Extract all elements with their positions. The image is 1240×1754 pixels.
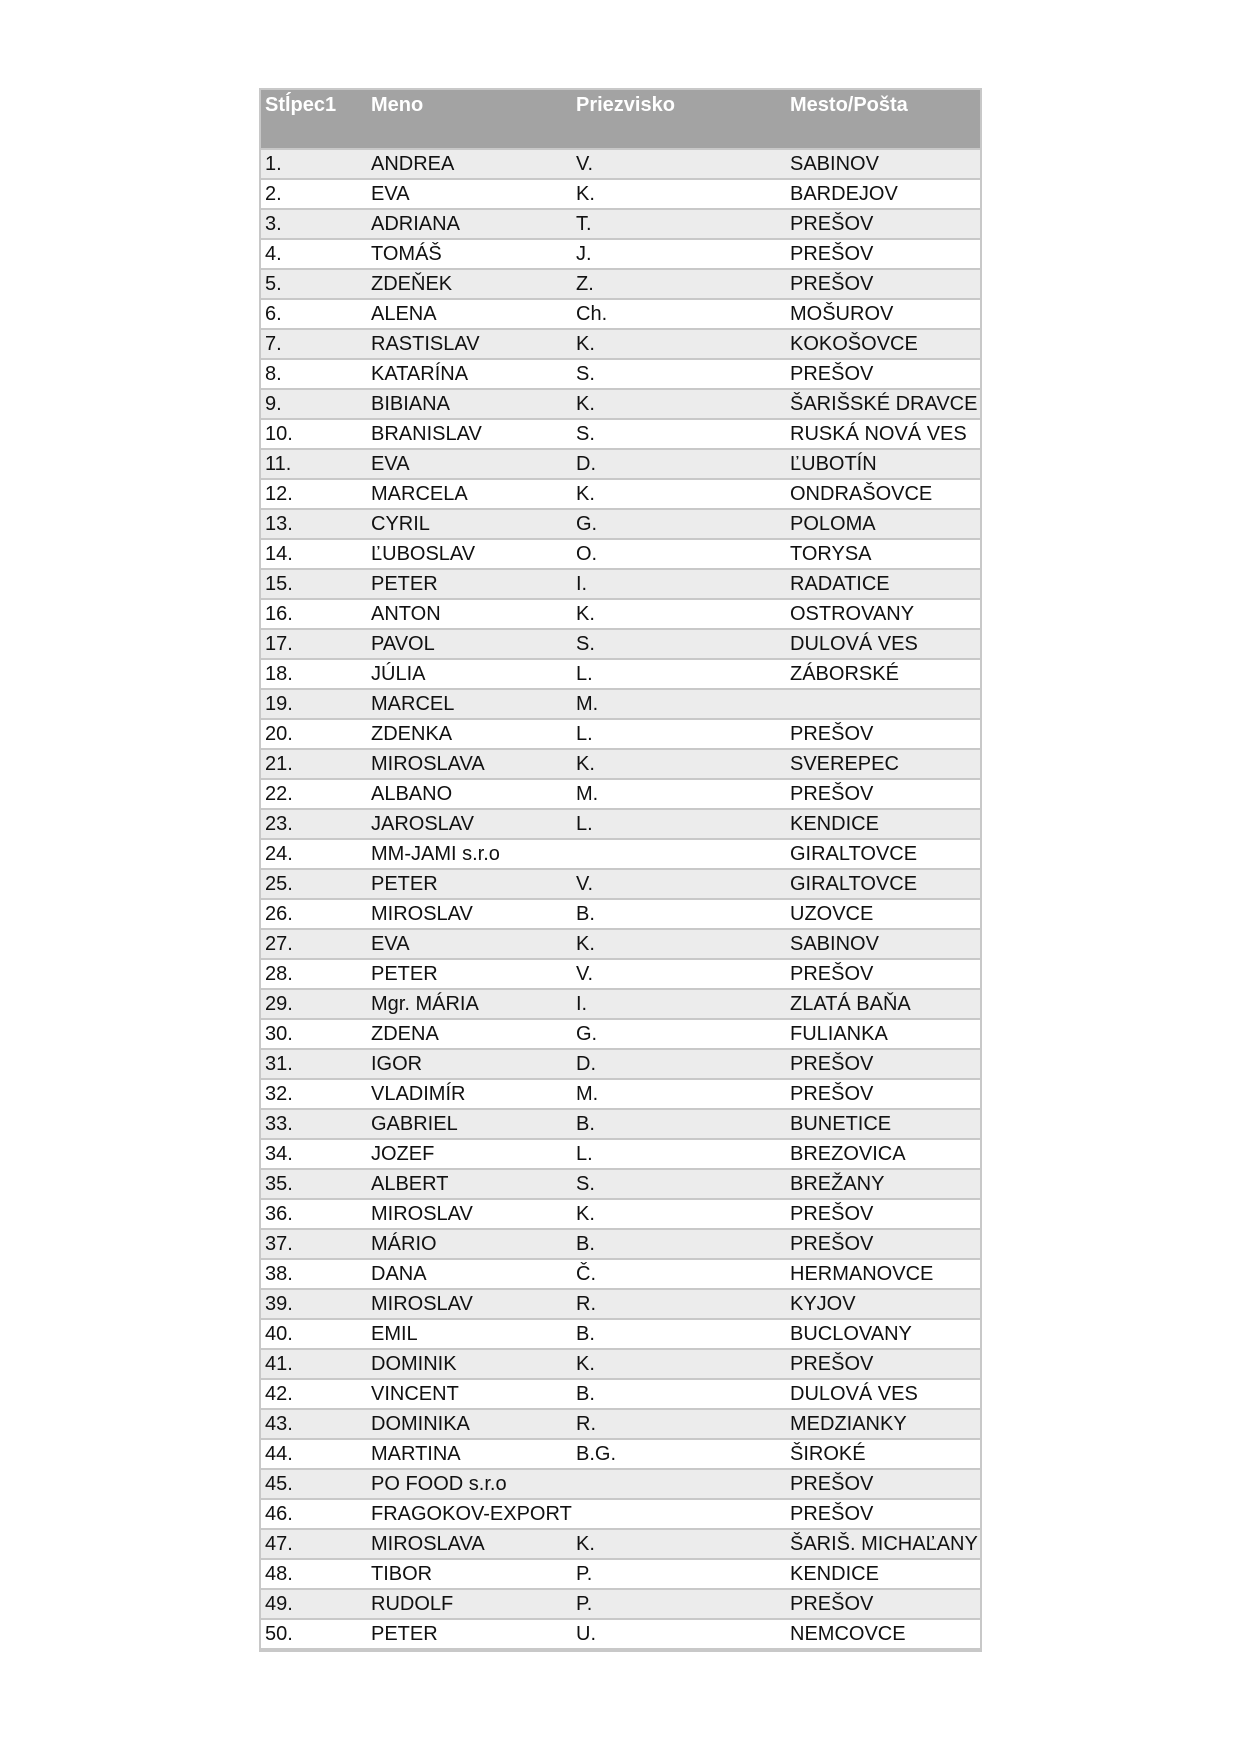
city-cell: DULOVÁ VES [786,1379,980,1409]
surname-cell: L. [572,659,786,689]
first-name-cell: EVA [367,449,572,479]
city-cell: ŠARIŠSKÉ DRAVCE [786,389,980,419]
table-row [261,689,980,719]
first-name-cell: MÁRIO [367,1229,572,1259]
city-cell: PREŠOV [786,359,980,389]
header-column-city: Mesto/Pošta [786,90,980,120]
surname-cell: K. [572,1199,786,1229]
surname-cell: Ch. [572,299,786,329]
surname-cell: P. [572,1559,786,1589]
city-cell: ŠARIŠ. MICHAĽANY [786,1529,980,1559]
row-index-cell: 34. [261,1139,367,1169]
first-name-cell: PAVOL [367,629,572,659]
table-row [261,539,980,569]
surname-cell: V. [572,149,786,179]
row-index-cell: 10. [261,419,367,449]
table-row [261,329,980,359]
table-row [261,1199,980,1229]
table-row [261,479,980,509]
row-index-cell: 9. [261,389,367,419]
surname-cell [572,1499,786,1529]
row-index-cell: 22. [261,779,367,809]
city-cell: PREŠOV [786,1079,980,1109]
city-cell: RADATICE [786,569,980,599]
city-cell: KOKOŠOVCE [786,329,980,359]
table-row [261,1289,980,1319]
table-row [261,239,980,269]
first-name-cell: MIROSLAV [367,1199,572,1229]
first-name-cell: FRAGOKOV-EXPORT [367,1499,572,1529]
first-name-cell: TOMÁŠ [367,239,572,269]
first-name-cell: ADRIANA [367,209,572,239]
city-cell: BREŽANY [786,1169,980,1199]
city-cell: MEDZIANKY [786,1409,980,1439]
row-index-cell: 25. [261,869,367,899]
table-row [261,599,980,629]
table-row [261,269,980,299]
table-row [261,629,980,659]
surname-cell: D. [572,1049,786,1079]
row-index-cell: 5. [261,269,367,299]
table-row [261,839,980,869]
row-index-cell: 11. [261,449,367,479]
row-index-cell: 3. [261,209,367,239]
city-cell: SABINOV [786,929,980,959]
city-cell: PREŠOV [786,1049,980,1079]
first-name-cell: GABRIEL [367,1109,572,1139]
first-name-cell: JÚLIA [367,659,572,689]
surname-cell: S. [572,419,786,449]
header-row [261,90,980,120]
row-index-cell: 21. [261,749,367,779]
surname-cell: K. [572,599,786,629]
table-row [261,509,980,539]
first-name-cell: MIROSLAVA [367,1529,572,1559]
row-index-cell: 24. [261,839,367,869]
surname-cell: T. [572,209,786,239]
table-row [261,1619,980,1649]
row-index-cell: 36. [261,1199,367,1229]
city-cell: PREŠOV [786,1469,980,1499]
city-cell: ZÁBORSKÉ [786,659,980,689]
table-row [261,1259,980,1289]
table-row [261,569,980,599]
first-name-cell: DOMINIKA [367,1409,572,1439]
surname-cell: Z. [572,269,786,299]
row-index-cell: 31. [261,1049,367,1079]
city-cell: PREŠOV [786,1589,980,1619]
row-index-cell: 32. [261,1079,367,1109]
surname-cell: B. [572,1109,786,1139]
city-cell [786,689,980,719]
table-row [261,1409,980,1439]
row-index-cell: 26. [261,899,367,929]
header-column-surname: Priezvisko [572,90,786,120]
table-row [261,179,980,209]
surname-cell: B. [572,1229,786,1259]
row-index-cell: 47. [261,1529,367,1559]
first-name-cell: MIROSLAV [367,1289,572,1319]
first-name-cell: EVA [367,179,572,209]
table-body [261,120,980,1649]
first-name-cell: CYRIL [367,509,572,539]
first-name-cell: MARCELA [367,479,572,509]
surname-cell: I. [572,989,786,1019]
row-index-cell: 40. [261,1319,367,1349]
surname-cell: R. [572,1409,786,1439]
table-row [261,1019,980,1049]
first-name-cell: EVA [367,929,572,959]
surname-cell: M. [572,1079,786,1109]
table-row [261,659,980,689]
table-row [261,869,980,899]
header-spacer-cell [261,120,980,149]
row-index-cell: 17. [261,629,367,659]
row-index-cell: 19. [261,689,367,719]
first-name-cell: ZDENKA [367,719,572,749]
first-name-cell: PETER [367,869,572,899]
row-index-cell: 50. [261,1619,367,1649]
city-cell: UZOVCE [786,899,980,929]
row-index-cell: 42. [261,1379,367,1409]
first-name-cell: ĽUBOSLAV [367,539,572,569]
first-name-cell: MIROSLAV [367,899,572,929]
table-row [261,1499,980,1529]
first-name-cell: JOZEF [367,1139,572,1169]
surname-cell: Č. [572,1259,786,1289]
first-name-cell: MARTINA [367,1439,572,1469]
table-row [261,299,980,329]
first-name-cell: Mgr. MÁRIA [367,989,572,1019]
city-cell: BREZOVICA [786,1139,980,1169]
table-header [261,90,980,120]
surname-cell: L. [572,719,786,749]
first-name-cell: ANTON [367,599,572,629]
first-name-cell: ALBERT [367,1169,572,1199]
surname-cell [572,839,786,869]
recipients-table [261,90,980,1650]
surname-cell: M. [572,689,786,719]
city-cell: SABINOV [786,149,980,179]
row-index-cell: 27. [261,929,367,959]
city-cell: PREŠOV [786,1499,980,1529]
city-cell: PREŠOV [786,779,980,809]
city-cell: POLOMA [786,509,980,539]
row-index-cell: 30. [261,1019,367,1049]
first-name-cell: JAROSLAV [367,809,572,839]
first-name-cell: ZDEŇEK [367,269,572,299]
surname-cell [572,1469,786,1499]
row-index-cell: 29. [261,989,367,1019]
surname-cell: B. [572,1379,786,1409]
surname-cell: K. [572,929,786,959]
row-index-cell: 16. [261,599,367,629]
surname-cell: G. [572,1019,786,1049]
table-row [261,779,980,809]
surname-cell: K. [572,329,786,359]
city-cell: TORYSA [786,539,980,569]
surname-cell: K. [572,179,786,209]
row-index-cell: 20. [261,719,367,749]
table-row [261,1529,980,1559]
row-index-cell: 12. [261,479,367,509]
city-cell: PREŠOV [786,959,980,989]
city-cell: KENDICE [786,809,980,839]
table-row [261,1559,980,1589]
city-cell: PREŠOV [786,1199,980,1229]
row-index-cell: 49. [261,1589,367,1619]
row-index-cell: 28. [261,959,367,989]
surname-cell: O. [572,539,786,569]
first-name-cell: DANA [367,1259,572,1289]
city-cell: MOŠUROV [786,299,980,329]
table-row [261,1139,980,1169]
city-cell: PREŠOV [786,239,980,269]
header-column-index: Stĺpec1 [261,90,367,120]
first-name-cell: ALBANO [367,779,572,809]
row-index-cell: 37. [261,1229,367,1259]
first-name-cell: RASTISLAV [367,329,572,359]
table-row [261,1319,980,1349]
row-index-cell: 7. [261,329,367,359]
first-name-cell: PETER [367,1619,572,1649]
table-row [261,419,980,449]
surname-cell: P. [572,1589,786,1619]
city-cell: HERMANOVCE [786,1259,980,1289]
first-name-cell: PETER [367,959,572,989]
city-cell: DULOVÁ VES [786,629,980,659]
surname-cell: B.G. [572,1439,786,1469]
table-row [261,1169,980,1199]
table-row [261,989,980,1019]
table-row [261,959,980,989]
city-cell: BUCLOVANY [786,1319,980,1349]
row-index-cell: 45. [261,1469,367,1499]
surname-cell: G. [572,509,786,539]
first-name-cell: BIBIANA [367,389,572,419]
surname-cell: V. [572,869,786,899]
row-index-cell: 8. [261,359,367,389]
first-name-cell: MIROSLAVA [367,749,572,779]
table-row [261,1469,980,1499]
surname-cell: K. [572,479,786,509]
header-column-first-name: Meno [367,90,572,120]
table-row [261,209,980,239]
row-index-cell: 14. [261,539,367,569]
surname-cell: V. [572,959,786,989]
city-cell: ĽUBOTÍN [786,449,980,479]
row-index-cell: 39. [261,1289,367,1319]
row-index-cell: 18. [261,659,367,689]
first-name-cell: RUDOLF [367,1589,572,1619]
table-row [261,899,980,929]
surname-cell: K. [572,749,786,779]
first-name-cell: ANDREA [367,149,572,179]
city-cell: RUSKÁ NOVÁ VES [786,419,980,449]
table-row [261,359,980,389]
city-cell: NEMCOVCE [786,1619,980,1649]
surname-cell: S. [572,1169,786,1199]
table-row [261,1049,980,1079]
city-cell: PREŠOV [786,719,980,749]
city-cell: PREŠOV [786,269,980,299]
row-index-cell: 38. [261,1259,367,1289]
city-cell: PREŠOV [786,1349,980,1379]
table-row [261,1379,980,1409]
surname-cell: L. [572,1139,786,1169]
row-index-cell: 23. [261,809,367,839]
city-cell: GIRALTOVCE [786,869,980,899]
city-cell: KYJOV [786,1289,980,1319]
surname-cell: D. [572,449,786,479]
row-index-cell: 4. [261,239,367,269]
surname-cell: K. [572,1529,786,1559]
surname-cell: S. [572,629,786,659]
city-cell: OSTROVANY [786,599,980,629]
first-name-cell: IGOR [367,1049,572,1079]
row-index-cell: 46. [261,1499,367,1529]
city-cell: BUNETICE [786,1109,980,1139]
header-spacer-row [261,120,980,149]
recipients-table-container [259,88,982,1652]
table-row [261,1109,980,1139]
surname-cell: L. [572,809,786,839]
city-cell: ŠIROKÉ [786,1439,980,1469]
first-name-cell: PETER [367,569,572,599]
row-index-cell: 33. [261,1109,367,1139]
city-cell: PREŠOV [786,209,980,239]
city-cell: ONDRAŠOVCE [786,479,980,509]
city-cell: GIRALTOVCE [786,839,980,869]
row-index-cell: 43. [261,1409,367,1439]
surname-cell: R. [572,1289,786,1319]
row-index-cell: 1. [261,149,367,179]
table-row [261,719,980,749]
row-index-cell: 48. [261,1559,367,1589]
surname-cell: S. [572,359,786,389]
row-index-cell: 15. [261,569,367,599]
first-name-cell: MARCEL [367,689,572,719]
row-index-cell: 13. [261,509,367,539]
surname-cell: K. [572,389,786,419]
surname-cell: B. [572,1319,786,1349]
row-index-cell: 2. [261,179,367,209]
first-name-cell: VLADIMÍR [367,1079,572,1109]
surname-cell: M. [572,779,786,809]
surname-cell: J. [572,239,786,269]
surname-cell: U. [572,1619,786,1649]
row-index-cell: 6. [261,299,367,329]
table-row [261,929,980,959]
row-index-cell: 35. [261,1169,367,1199]
first-name-cell: PO FOOD s.r.o [367,1469,572,1499]
first-name-cell: TIBOR [367,1559,572,1589]
surname-cell: I. [572,569,786,599]
table-row [261,1589,980,1619]
surname-cell: B. [572,899,786,929]
first-name-cell: ZDENA [367,1019,572,1049]
first-name-cell: BRANISLAV [367,419,572,449]
table-row [261,749,980,779]
first-name-cell: VINCENT [367,1379,572,1409]
first-name-cell: DOMINIK [367,1349,572,1379]
first-name-cell: KATARÍNA [367,359,572,389]
table-row [261,449,980,479]
city-cell: ZLATÁ BAŇA [786,989,980,1019]
city-cell: KENDICE [786,1559,980,1589]
table-row [261,809,980,839]
table-row [261,1439,980,1469]
surname-cell: K. [572,1349,786,1379]
row-index-cell: 44. [261,1439,367,1469]
first-name-cell: EMIL [367,1319,572,1349]
city-cell: FULIANKA [786,1019,980,1049]
table-row [261,389,980,419]
city-cell: SVEREPEC [786,749,980,779]
table-row [261,149,980,179]
table-row [261,1079,980,1109]
row-index-cell: 41. [261,1349,367,1379]
city-cell: BARDEJOV [786,179,980,209]
table-row [261,1349,980,1379]
first-name-cell: MM-JAMI s.r.o [367,839,572,869]
city-cell: PREŠOV [786,1229,980,1259]
table-row [261,1229,980,1259]
first-name-cell: ALENA [367,299,572,329]
